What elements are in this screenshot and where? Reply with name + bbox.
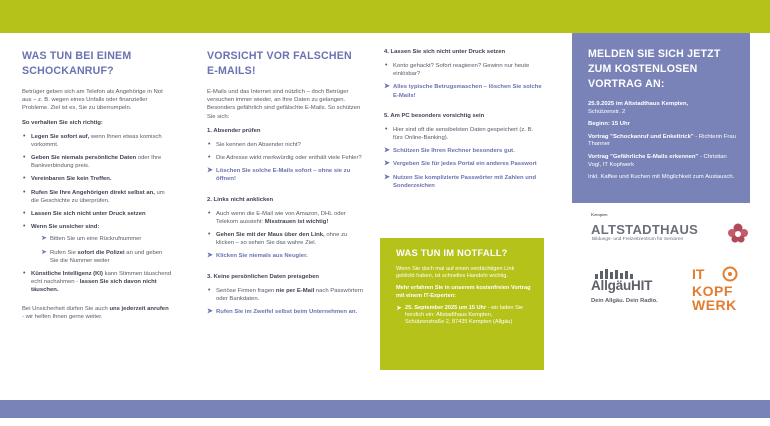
- event-begin: Beginn: 15 Uhr: [588, 121, 630, 128]
- talk-2: Vortrag "Gefährliche E-Mails erkennen" - Christian Vogl, IT Kopfwerk: [588, 153, 727, 168]
- emails-title: VORSICHT VOR FALSCHEN E-MAILS!: [207, 50, 352, 77]
- section-list: [207, 210, 365, 261]
- arrow-icon: ➤: [384, 83, 390, 91]
- schockanruf-list: [22, 133, 172, 295]
- list-item: ➤ Bitten Sie um eine Rückrufnummer: [41, 235, 142, 243]
- list-item: ➤ Rufen Sie im Zweifel selbst beim Unternehmen an.: [207, 308, 358, 316]
- schockanruf-title: WAS TUN BEI EINEM SCHOCKANRUF?: [22, 50, 132, 77]
- arrow-icon: ➤: [384, 173, 390, 181]
- section-heading: 3. Keine persönlichen Daten preisgeben: [207, 273, 319, 280]
- list-item: ➤ 25. September 2025 um 15 Uhr - wir laden Sie herzlich ein: Altstadthaus Kempten, Schützenstraße 2, 87435 Kempten (Allgäu): [396, 304, 524, 326]
- event-street: Schützenstr. 2: [588, 108, 626, 115]
- arrow-icon: ➤: [396, 304, 402, 312]
- section-heading: 4. Lassen Sie sich nicht unter Druck setzen: [384, 49, 506, 55]
- list-item: ➤ Löschen Sie solche E-Mails sofort – ohne sie zu öffnen!: [207, 167, 351, 183]
- emails-intro: E-Mails und das Internet sind nützlich – doch Betrüger versuchen immer wieder, an Ihre Daten zu gelangen. Besonders gefährlich sind gefälschte E-Mails. So schützen Sie sich:: [207, 89, 361, 120]
- list-item: • Hier sind oft die sensibelsten Daten gespeichert (z. B. fürs Online-Banking).: [384, 126, 544, 142]
- list-item: • Konto gehackt? Sofort reagieren? Gewinn nur heute einlösbar?: [384, 62, 544, 78]
- emails-column-continued: [384, 46, 544, 195]
- talk-1: Vortrag "Schockanruf und Enkeltrick" - Richterin Frau Thanner: [588, 133, 736, 148]
- it-kopfwerk-werk: WERK: [692, 297, 737, 313]
- list-item: • Sie kennen den Absender nicht?: [207, 141, 365, 149]
- registration-panel: [572, 33, 750, 203]
- unsure-sublist: [41, 235, 172, 265]
- top-bar: [0, 0, 770, 33]
- head-gear-icon: [719, 266, 741, 282]
- schockanruf-outro: Bei Unsicherheit dürfen Sie auch uns jederzeit anrufen - wir helfen Ihnen gerne weiter.: [22, 305, 169, 320]
- allgaeuhit-name: AllgäuHIT: [591, 278, 653, 293]
- behave-heading: So verhalten Sie sich richtig:: [22, 119, 103, 126]
- notfall-text: Wenn Sie doch mal auf einen verdächtigen Link geklickt haben, ist schnelles Handeln wichtig.: [396, 266, 515, 280]
- section-heading: 2. Links nicht anklicken: [207, 196, 274, 203]
- schockanruf-column: [22, 42, 172, 327]
- list-item: ➤ Alles typische Betrugsmaschen – löschen Sie solche E-Mails!: [384, 83, 542, 99]
- arrow-icon: ➤: [41, 235, 47, 243]
- list-item: • Seriöse Firmen fragen nie per E-Mail nach Passwörtern oder Bankdaten.: [207, 287, 365, 303]
- section-heading: 5. Am PC besonders vorsichtig sein: [384, 112, 485, 119]
- kempten-logo-text: Kempten: [591, 212, 608, 217]
- list-item: ➤ Klicken Sie niemals aus Neugier.: [207, 252, 308, 260]
- list-item: • Geben Sie niemals persönliche Daten oder Ihre Bankverbindung preis.: [22, 154, 172, 170]
- food-note: Inkl. Kaffee und Kuchen mit Möglichkeit zum Austausch.: [588, 174, 735, 181]
- allgaeuhit-logo: [591, 268, 681, 318]
- list-item: ➤ Nutzen Sie komplizierte Passwörter mit Zahlen und Sonderzeichen: [384, 173, 537, 189]
- schockanruf-intro: Betrüger geben sich am Telefon als Angehörige in Not aus – z. B. wegen eines Unfalls oder finanzieller Probleme. Ziel ist es, Sie zu überrumpeln.: [22, 89, 163, 112]
- flower-icon: [726, 222, 750, 246]
- notfall-title: WAS TUN IM NOTFALL?: [396, 247, 508, 258]
- arrow-icon: ➤: [207, 167, 213, 175]
- event-date-place: 25.9.2025 im Altstadthaus Kempten,: [588, 101, 689, 107]
- it-kopfwerk-logo: [692, 266, 752, 322]
- list-item: • Legen Sie sofort auf, wenn Ihnen etwas komisch vorkommt.: [22, 133, 172, 149]
- list-item: ➤ Rufen Sie sofort die Polizei an und geben Sie die Nummer weiter: [41, 248, 163, 264]
- altstadthaus-subtitle: Bildungs- und Freizeitzentrum für Senioren: [592, 237, 684, 242]
- arrow-icon: ➤: [384, 160, 390, 168]
- arrow-icon: ➤: [207, 252, 213, 260]
- section-list: [207, 141, 365, 184]
- list-item: • Gehen Sie mit der Maus über den Link, ohne zu klicken – so sehen Sie das wahre Ziel.: [207, 231, 365, 247]
- arrow-icon: ➤: [41, 248, 47, 256]
- notfall-list: [396, 305, 532, 327]
- list-item: • Wenn Sie unsicher sind: ➤ Bitten Sie um eine Rückrufnummer ➤ Rufen Sie sofort die Polizei an und geben Sie die Nummer weiter: [22, 223, 172, 265]
- section-list: [384, 126, 544, 190]
- notfall-box: [380, 238, 544, 370]
- emails-column: [207, 42, 365, 321]
- it-kopfwerk-kopf: KOPF: [692, 283, 733, 299]
- list-item: ➤ Schützen Sie Ihren Rechner besonders gut.: [384, 147, 515, 155]
- list-item: • Lassen Sie sich nicht unter Druck setzen: [22, 210, 172, 218]
- allgaeuhit-slogan: Dein Allgäu. Dein Radio.: [591, 298, 658, 304]
- it-kopfwerk-it: IT: [692, 266, 705, 282]
- section-list: [384, 62, 544, 100]
- arrow-icon: ➤: [384, 147, 390, 155]
- arrow-icon: ➤: [207, 308, 213, 316]
- altstadthaus-name: ALTSTADTHAUS: [591, 222, 699, 237]
- list-item: • Rufen Sie Ihre Angehörigen direkt selbst an, um die Geschichte zu überprüfen.: [22, 189, 172, 205]
- list-item: • Künstliche Intelligenz (KI) kann Stimmen täuschend echt nachahmen - lassen Sie sich davon nicht täuschen.: [22, 270, 172, 295]
- bottom-bar: [0, 400, 770, 418]
- section-list: [207, 287, 365, 317]
- section-heading: 1. Absender prüfen: [207, 127, 261, 134]
- list-item: • Auch wenn die E-Mail wie von Amazon, DHL oder Telekom aussieht: Misstrauen ist wichtig!: [207, 210, 365, 226]
- registration-title: MELDEN SIE SICH JETZT ZUM KOSTENLOSEN VORTRAG AN:: [588, 48, 721, 90]
- list-item: ➤ Vergeben Sie für jedes Portal ein anderes Passwort: [384, 160, 537, 168]
- altstadthaus-logo: [591, 222, 751, 252]
- list-item: • Die Adresse wirkt merkwürdig oder enthält viele Fehler?: [207, 154, 365, 162]
- list-item: • Vereinbaren Sie kein Treffen.: [22, 175, 172, 183]
- notfall-bold-text: Mehr erfahren Sie in unserem kostenfreien Vortrag mit einem IT-Experten:: [396, 285, 531, 299]
